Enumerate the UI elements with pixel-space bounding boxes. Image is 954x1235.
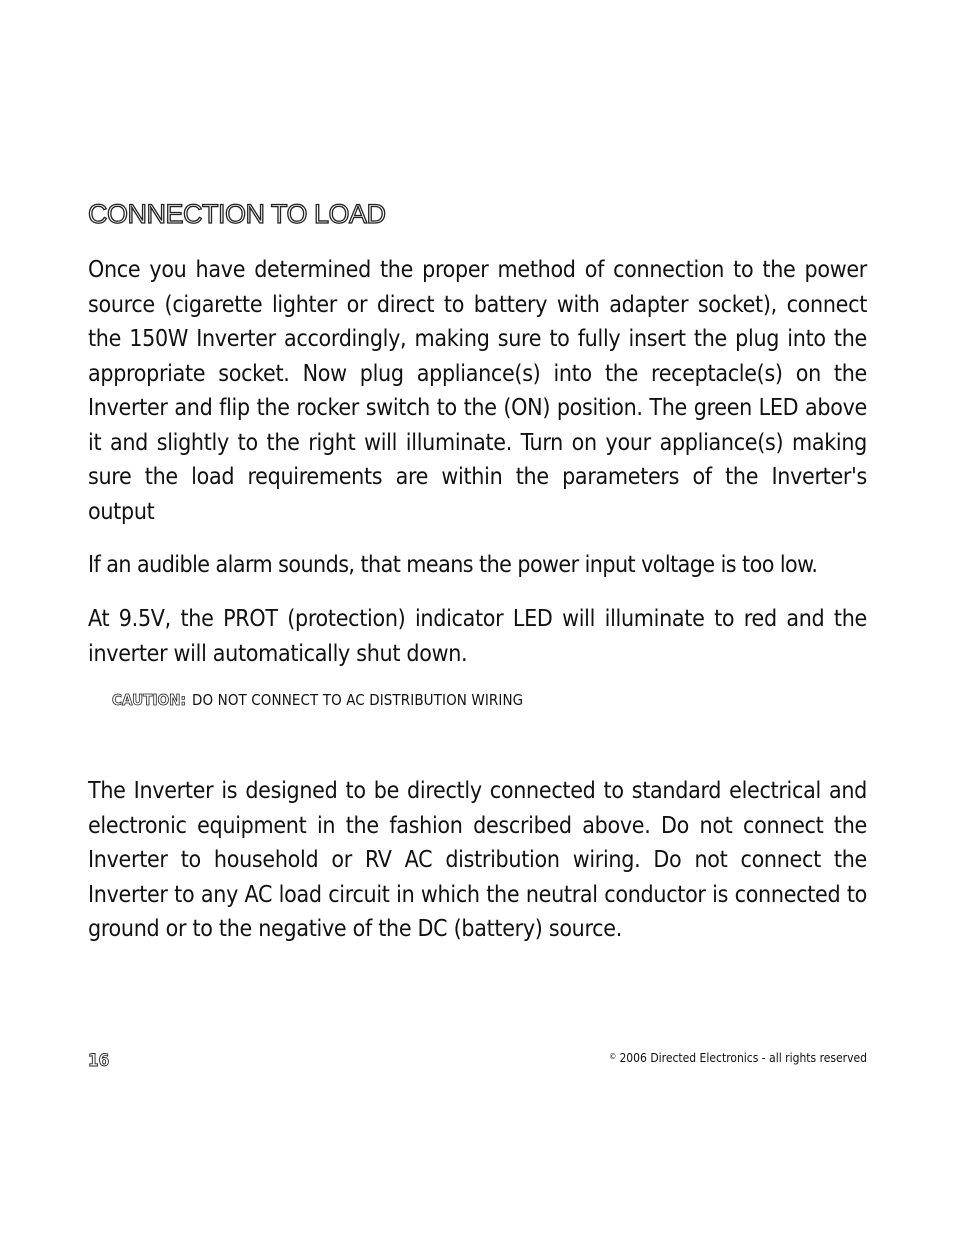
- copyright-notice: [609, 1049, 867, 1066]
- copyright-text: 2006 Directed Electronics - all rights reserved: [619, 1051, 867, 1065]
- caution-text: DO NOT CONNECT TO AC DISTRIBUTION WIRING: [192, 691, 524, 709]
- caution-label: CAUTION:: [112, 691, 187, 709]
- section-heading: CONNECTION TO LOAD: [88, 199, 386, 229]
- paragraph-protection-note: At 9.5V, the PROT (protection) indicator LED will illuminate to red and the inverter will automatically shut down.: [88, 606, 867, 667]
- paragraph-connection-instructions: Once you have determined the proper method of connection to the power source (cigarette lighter or direct to battery with adapter socket), connect the 150W Inverter accordingly, making sure to fully insert the plug into the appropriate socket. Now plug appliance(s) into the receptacle(s) on the Inverter and flip the rocker switch to the (ON) position. The green LED above it and slightly to the right will illuminate. Turn on your appliance(s) making sure the load requirements are within the parameters of the Inverter's output: [88, 257, 867, 525]
- paragraph-alarm-note: If an audible alarm sounds, that means the power input voltage is too low.: [88, 552, 818, 578]
- paragraph-wiring-warning: The Inverter is designed to be directly connected to standard electrical and electronic equipment in the fashion described above. Do not connect the Inverter to household or RV AC distribution wiring. Do not connect the Inverter to any AC load circuit in which the neutral conductor is connected to ground or to the negative of the DC (battery) source.: [88, 778, 867, 942]
- page-number: 16: [88, 1051, 110, 1071]
- caution-notice: [112, 690, 523, 710]
- copyright-symbol: ©: [609, 1052, 617, 1061]
